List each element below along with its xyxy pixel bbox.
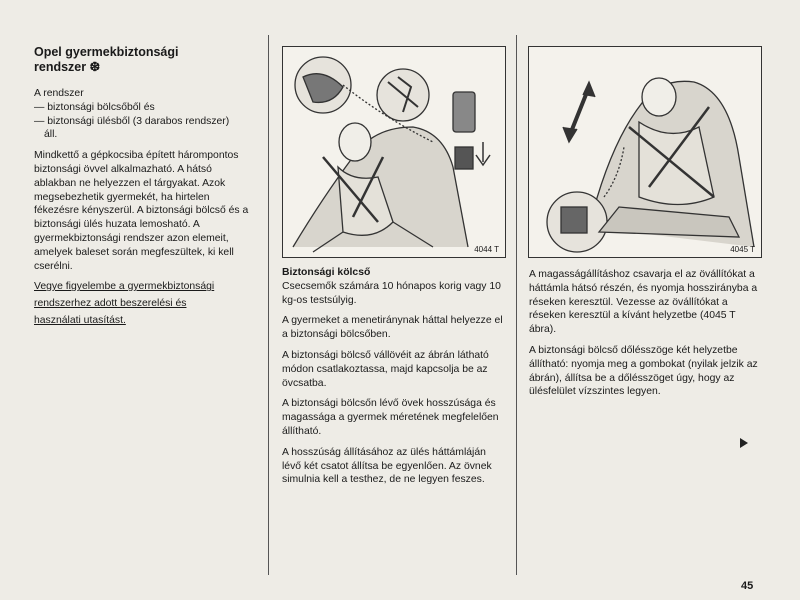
notice-line: Vegye figyelembe a gyermekbiztonsági — [34, 281, 215, 293]
notice-line: használati utasítást. — [34, 314, 126, 326]
section-title — [34, 45, 250, 75]
intro-line: — biztonsági ülésből (3 darabos rendszer) — [34, 115, 230, 127]
section-title-line2: rendszer ❆ — [34, 60, 101, 74]
column-left — [34, 45, 250, 331]
figure-4044 — [282, 46, 506, 258]
cradle-intro — [282, 266, 504, 307]
notice — [34, 280, 250, 327]
column-divider-left — [268, 35, 269, 575]
cradle-paragraph: A biztonsági bölcsőn lévő övek hosszúsága és magassága a gyermek méretének megfelelően állítható. — [282, 398, 499, 437]
cradle-paragraph: A biztonsági bölcső vállövéit az ábrán látható módon csatlakoztassa, majd kapcsolja be az övcsatba. — [282, 349, 489, 389]
section-title-line1: Opel gyermekbiztonsági — [34, 45, 179, 59]
continue-arrow-icon — [740, 438, 748, 448]
cradle-heading: Biztonsági kölcső — [282, 267, 371, 278]
notice-line: rendszerhez adott beszerelési és — [34, 298, 187, 310]
intro-list — [34, 87, 250, 142]
adjust-paragraph: A biztonsági bölcső dőlésszöge két helyzetbe állítható: nyomja meg a gombokat (nyilak jelzik az ábrán), állítsa be a dőlésszöget úgy, hogy az ülésfelület vízszintes legyen. — [529, 344, 758, 398]
cradle-adjust-illustration — [529, 47, 761, 257]
intro-line: áll. — [44, 129, 58, 141]
cradle-paragraph: Csecsemők számára 10 hónapos korig vagy 10 kg-os testsúlyig. — [282, 280, 501, 306]
figure-4045 — [528, 46, 762, 258]
column-middle — [282, 266, 504, 494]
intro-line: — biztonsági bölcsőből és — [34, 101, 155, 113]
column-divider-right — [516, 35, 517, 575]
figure-label: 4044 T — [474, 245, 499, 254]
figure-label: 4045 T — [730, 245, 755, 254]
section-body: Mindkettő a gépkocsiba épített hárompontos biztonsági övvel alkalmazható. A hátsó ablakban ne helyezzen el tárgyakat. Azok megsebezhetik gyermekét, ha hirtelen fékezésre kényszerül. A biztonsági bölcső és a biztonsági ülés huzata lemosható. A gyermekbiztonsági rendszer azon elemeit, amelyek baleset során megfeszültek, ki kell cserélni. — [34, 150, 249, 272]
intro-line: A rendszer — [34, 88, 84, 99]
column-right — [529, 268, 761, 406]
cradle-paragraph: A gyermeket a menetiránynak háttal helyezze el a biztonsági bölcsőben. — [282, 315, 503, 341]
cradle-paragraph: A hosszúság állításához az ülés háttámláján lévő két csatot állítsa be egyenlően. Az övnek simulnia kell a testhez, de ne legyen feszes. — [282, 446, 492, 486]
cradle-illustration — [283, 47, 505, 257]
adjust-paragraph: A magasságállításhoz csavarja el az övállítókat a háttámla hátsó részén, és nyomja hosszirányba a réseken keresztül. Vezesse az övállítókat a réseken keresztül a kívánt helyzetbe (4045 T ábra). — [529, 269, 758, 336]
page-number: 45 — [741, 580, 754, 592]
